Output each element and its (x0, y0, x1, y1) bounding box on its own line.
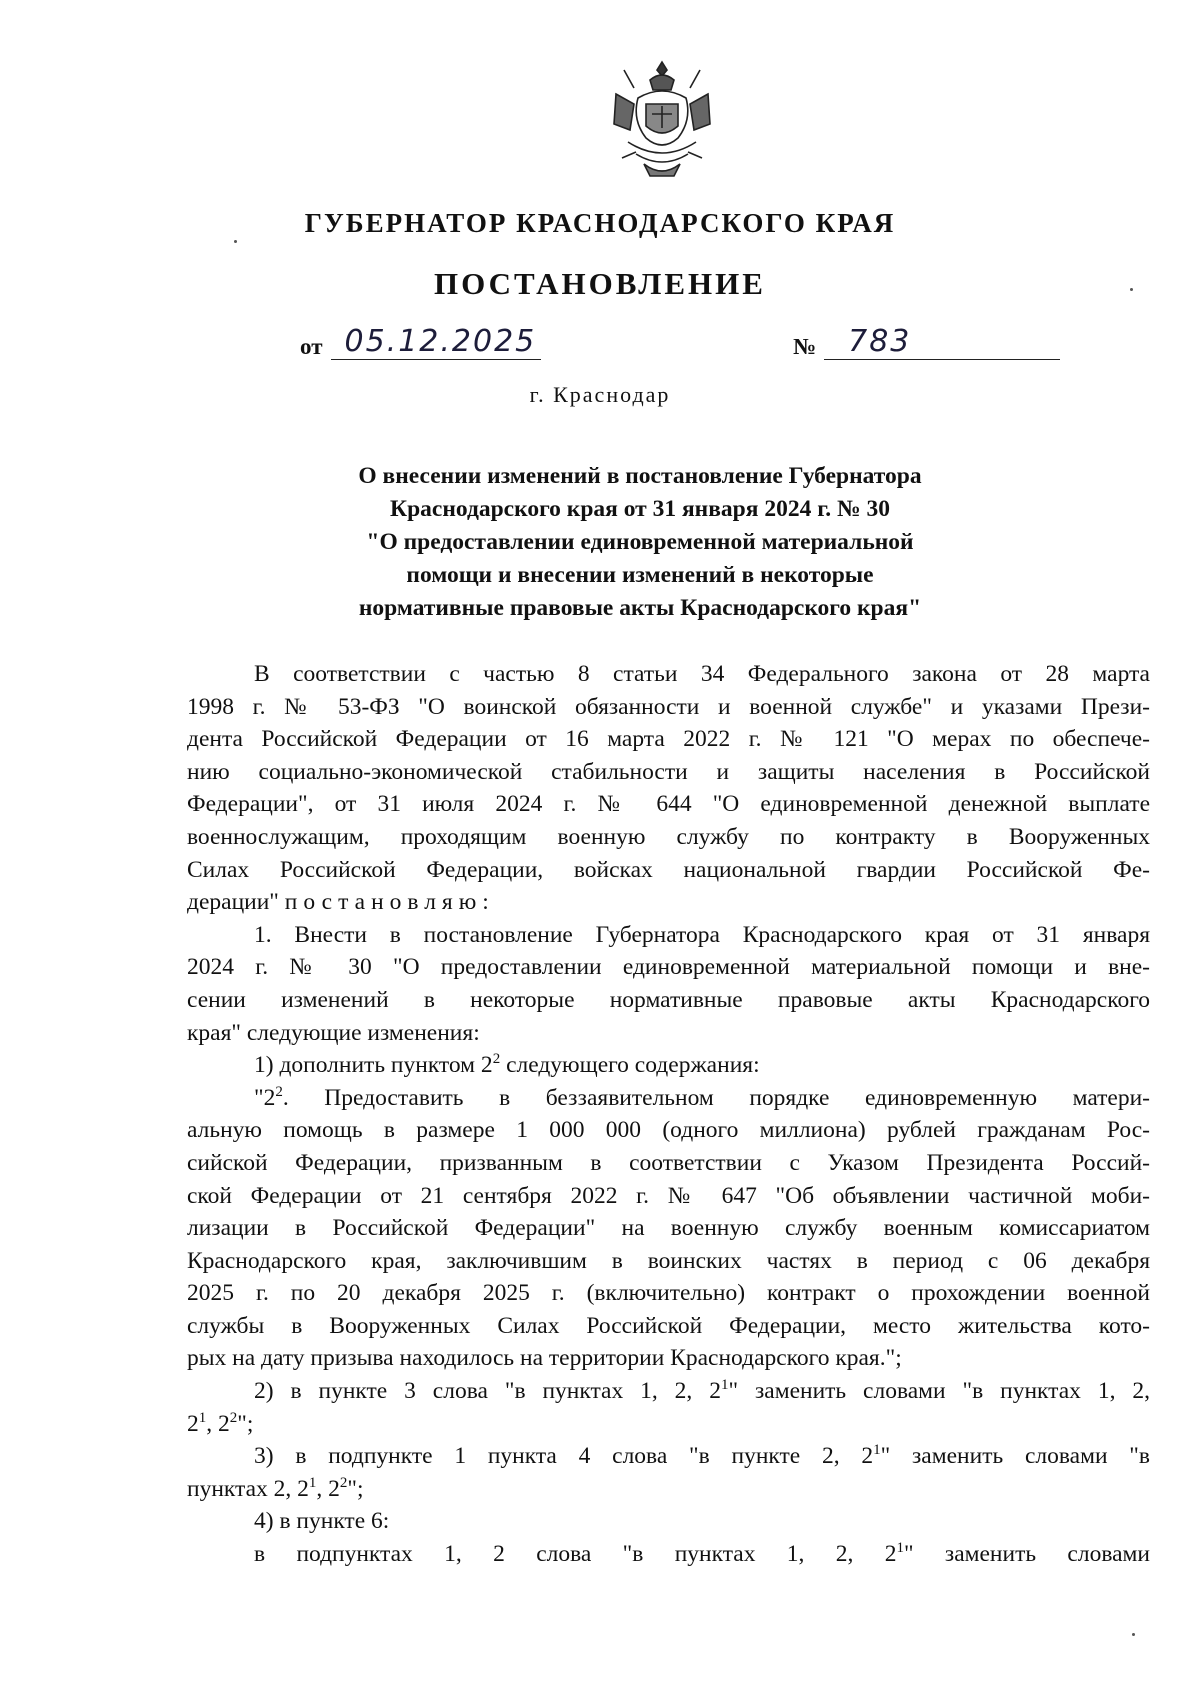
subitem-2-cont (187, 1408, 1150, 1441)
decree-word: постановляю: (284, 889, 495, 916)
superscript: 1 (720, 1377, 729, 1394)
date-value: 05.12.2025 (331, 325, 541, 360)
body-line: В соответствии с частью 8 статьи 34 Федерального закона от 28 марта (254, 661, 1150, 687)
number-value: 783 (824, 325, 1060, 360)
subitem-4: 4) в пункте 6: (254, 1508, 390, 1535)
superscript: 1 (896, 1540, 904, 1557)
subject-title (280, 460, 1000, 625)
body-line: сийской Федерации, призванным в соответствии с Указом Президента Россий- (187, 1149, 1150, 1176)
body-text: 3) в подпункте 1 пункта 4 слова "в пункте 2, 2 (254, 1443, 874, 1470)
superscript: 2 (492, 1051, 501, 1068)
body-text: дерации" (187, 889, 279, 916)
city-line: г. Краснодар (529, 382, 671, 407)
body-line: рых на дату призыва находилось на территории Краснодарского края."; (187, 1345, 902, 1372)
subject-line: помощи и внесении изменений в некоторые (406, 562, 874, 588)
superscript: 1 (198, 1409, 207, 1426)
body-text: . Предоставить в беззаявительном порядке единовременную матери- (282, 1084, 1150, 1111)
document-body (187, 658, 1150, 1571)
body-line: края" следующие изменения: (187, 1019, 480, 1046)
subject-line: "О предоставлении единовременной материальной (366, 529, 914, 555)
body-text: следующего содержания: (500, 1052, 760, 1079)
superscript: 1 (873, 1442, 881, 1459)
body-line: 1. Внести в постановление Губернатора Краснодарского края от 31 января (254, 921, 1150, 948)
scan-speck (234, 240, 237, 243)
coat-of-arms-emblem (608, 58, 716, 184)
body-line: дента Российской Федерации от 16 марта 2022 г. № 121 "О мерах по обеспече- (187, 726, 1150, 753)
body-text: " заменить словами "в пунктах 1, 2, (728, 1378, 1150, 1405)
body-text: 2) в пункте 3 слова "в пунктах 1, 2, 2 (254, 1378, 721, 1405)
scan-speck (1132, 1633, 1135, 1636)
body-line: 2024 г. № 30 "О предоставлении единовременной материальной помощи и вне- (187, 954, 1150, 981)
body-line: Федерации", от 31 июля 2024 г. № 644 "О единовременной денежной выплате (187, 791, 1150, 818)
scan-speck (1130, 288, 1133, 291)
body-line: военнослужащим, проходящим военную службу по контракту в Вооруженных (187, 823, 1150, 850)
body-text: " заменить словами (903, 1541, 1150, 1568)
body-line: нию социально-экономической стабильности и защиты населения в Российской (187, 758, 1150, 785)
subject-line: нормативные правовые акты Краснодарского края" (358, 595, 922, 621)
number-field (793, 325, 1060, 360)
number-label: № (793, 334, 817, 359)
body-line: 2025 г. по 20 декабря 2025 г. (включительно) контракт о прохождении военной (187, 1280, 1150, 1307)
superscript: 2 (275, 1083, 283, 1100)
date-label: от (300, 334, 323, 359)
body-text: 1) дополнить пунктом 2 (254, 1052, 493, 1079)
subitem-3 (187, 1440, 1150, 1473)
subject-line: Краснодарского края от 31 января 2024 г. № 30 (390, 496, 890, 522)
body-line: сении изменений в некоторые нормативные правовые акты Краснодарского (187, 986, 1150, 1013)
body-line: Силах Российской Федерации, войсках национальной гвардии Российской Фе- (187, 856, 1150, 883)
body-text: "2 (254, 1084, 276, 1111)
body-text: "; (237, 1410, 254, 1437)
body-text: "; (347, 1475, 364, 1502)
body-text: пунктах 2, 2 (187, 1475, 309, 1502)
body-line: службы в Вооруженных Силах Российской Федерации, место жительства кото- (187, 1312, 1150, 1339)
paragraph-2-2-first-line (187, 1082, 1150, 1115)
document-type-title: ПОСТАНОВЛЕНИЕ (434, 266, 766, 301)
body-line: Краснодарского края, заключившим в воинских частях в период с 06 декабря (187, 1247, 1150, 1274)
date-field (300, 325, 541, 360)
body-text: " заменить словами "в (880, 1443, 1150, 1470)
body-text: 2 (187, 1410, 199, 1437)
subitem-3-cont (187, 1473, 1150, 1506)
subitem-4-line (187, 1538, 1150, 1571)
body-line: лизации в Российской Федерации" на военную службу военным комиссариатом (187, 1215, 1150, 1242)
authority-title: ГУБЕРНАТОР КРАСНОДАРСКОГО КРАЯ (304, 208, 896, 238)
body-line: ской Федерации от 21 сентября 2022 г. № 647 "Об объявлении частичной моби- (187, 1182, 1150, 1209)
body-line: 1998 г. № 53-ФЗ "О воинской обязанности и военной службе" и указами Прези- (187, 693, 1150, 720)
body-text: в подпунктах 1, 2 слова "в пунктах 1, 2, 2 (254, 1541, 897, 1568)
subitem-2 (187, 1375, 1150, 1408)
superscript: 2 (229, 1409, 238, 1426)
body-text: , 2 (206, 1410, 230, 1437)
subitem-1 (187, 1049, 1150, 1082)
subject-line: О внесении изменений в постановление Губернатора (358, 463, 922, 489)
superscript: 1 (308, 1475, 317, 1492)
body-line-decree (187, 886, 1150, 919)
body-line: альную помощь в размере 1 000 000 (одного миллиона) рублей гражданам Рос- (187, 1117, 1150, 1144)
superscript: 2 (339, 1475, 348, 1492)
body-text: , 2 (316, 1475, 340, 1502)
